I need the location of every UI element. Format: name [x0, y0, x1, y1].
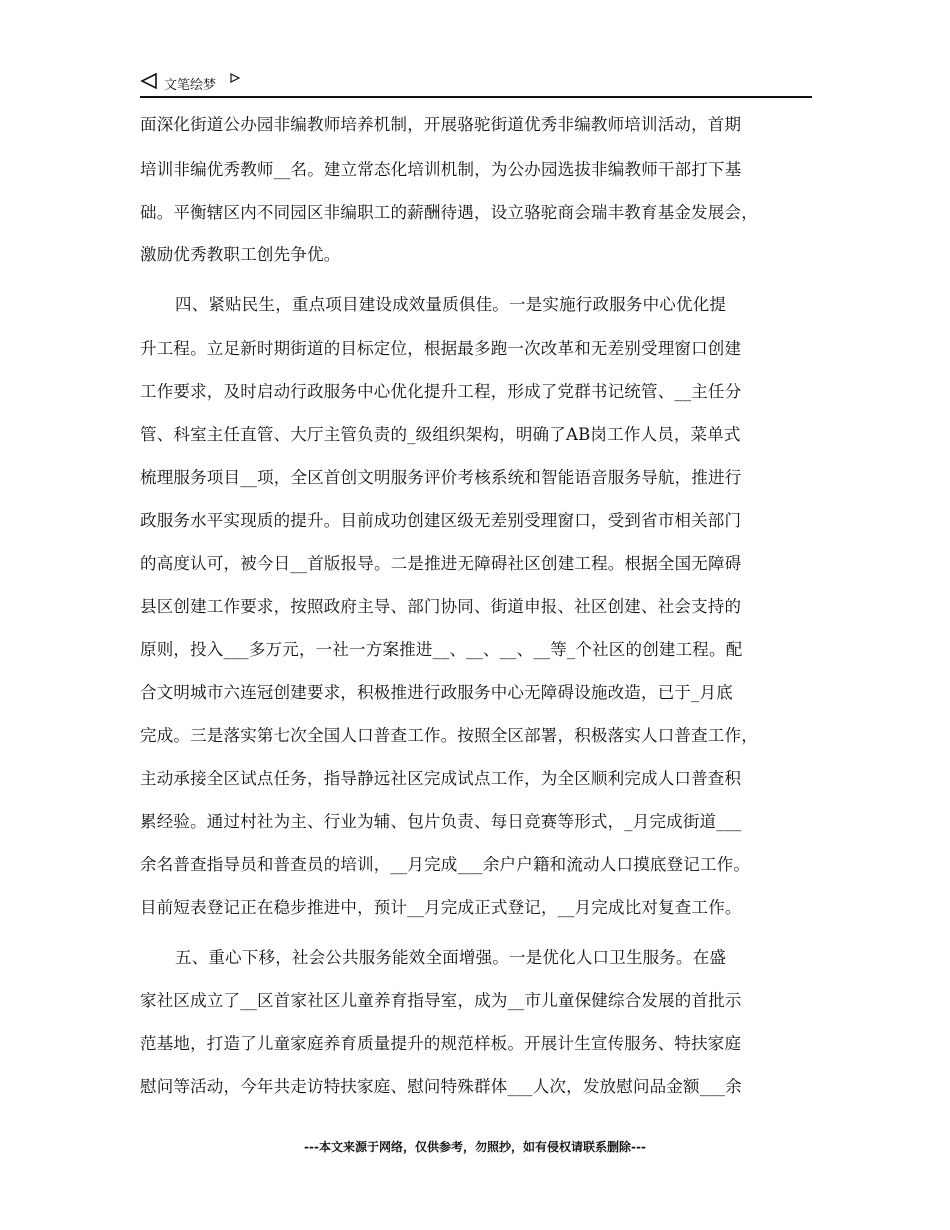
body-line: 慰问等活动，今年共走访特扶家庭、慰问特殊群体___人次，发放慰问品金额___余: [140, 1077, 742, 1096]
header-title: 文笔绘梦: [164, 78, 217, 93]
body-line: 础。平衡辖区内不同园区非编职工的薪酬待遇，设立骆驼商会瑞丰教育基金发展会，: [140, 203, 758, 222]
body-line: 管、科室主任直管、大厅主管负责的_级组织架构，明确了AB岗工作人员，菜单式: [140, 425, 741, 444]
triangle-right-outline-icon: [230, 73, 240, 83]
body-line: 累经验。通过村社为主、行业为辅、包片负责、每日竞赛等形式，_月完成街道___: [140, 812, 742, 831]
body-line: 的高度认可，被今日__首版报导。二是推进无障碍社区创建工程。根据全国无障碍: [140, 554, 742, 573]
body-line: 四、紧贴民生，重点项目建设成效量质俱佳。一是实施行政服务中心优化提: [175, 295, 727, 314]
body-line: 家社区成立了__区首家社区儿童养育指导室，成为__市儿童保健综合发展的首批示: [140, 991, 742, 1010]
body-line: 范基地，打造了儿童家庭养育质量提升的规范样板。开展计生宣传服务、特扶家庭: [140, 1034, 742, 1053]
body-line: 余名普查指导员和普查员的培训，__月完成___余户户籍和流动人口摸底登记工作。: [140, 855, 751, 874]
body-line: 政服务水平实现质的提升。目前成功创建区级无差别受理窗口，受到省市相关部门: [140, 511, 742, 530]
body-line: 激励优秀教职工创先争优。: [140, 245, 341, 264]
footer-disclaimer: ---本文来源于网络，仅供参考，勿照抄，如有侵权请联系删除---: [304, 1140, 646, 1154]
body-line: 主动承接全区试点任务，指导静远社区完成试点工作，为全区顺利完成人口普查积: [140, 769, 742, 788]
body-line: 培训非编优秀教师__名。建立常态化培训机制，为公办园选拔非编教师干部打下基: [140, 160, 742, 179]
page-header: [140, 72, 812, 98]
body-line: 合文明城市六连冠创建要求，积极推进行政服务中心无障碍设施改造，已于_月底: [140, 683, 733, 702]
body-line: 升工程。立足新时期街道的目标定位，根据最多跑一次改革和无差别受理窗口创建: [140, 339, 742, 358]
body-line: 五、重心下移，社会公共服务能效全面增强。一是优化人口卫生服务。在盛: [175, 948, 727, 967]
triangle-left-outline-icon: [140, 72, 158, 90]
body-line: 工作要求，及时启动行政服务中心优化提升工程，形成了党群书记统管、__主任分: [140, 382, 742, 401]
body-line: 目前短表登记正在稳步推进中，预计__月完成正式登记，__月完成比对复查工作。: [140, 898, 742, 917]
body-line: 完成。三是落实第七次全国人口普查工作。按照全区部署，积极落实人口普查工作，: [140, 726, 758, 745]
body-line: 县区创建工作要求，按照政府主导、部门协同、街道申报、社区创建、社会支持的: [140, 597, 742, 616]
body-line: 梳理服务项目__项，全区首创文明服务评价考核系统和智能语音服务导航，推进行: [140, 468, 742, 487]
body-line: 面深化街道公办园非编教师培养机制，开展骆驼街道优秀非编教师培训活动，首期: [140, 115, 742, 134]
body-line: 原则，投入___多万元，一社一方案推进__、__、__、__等_个社区的创建工程。配: [140, 640, 743, 659]
